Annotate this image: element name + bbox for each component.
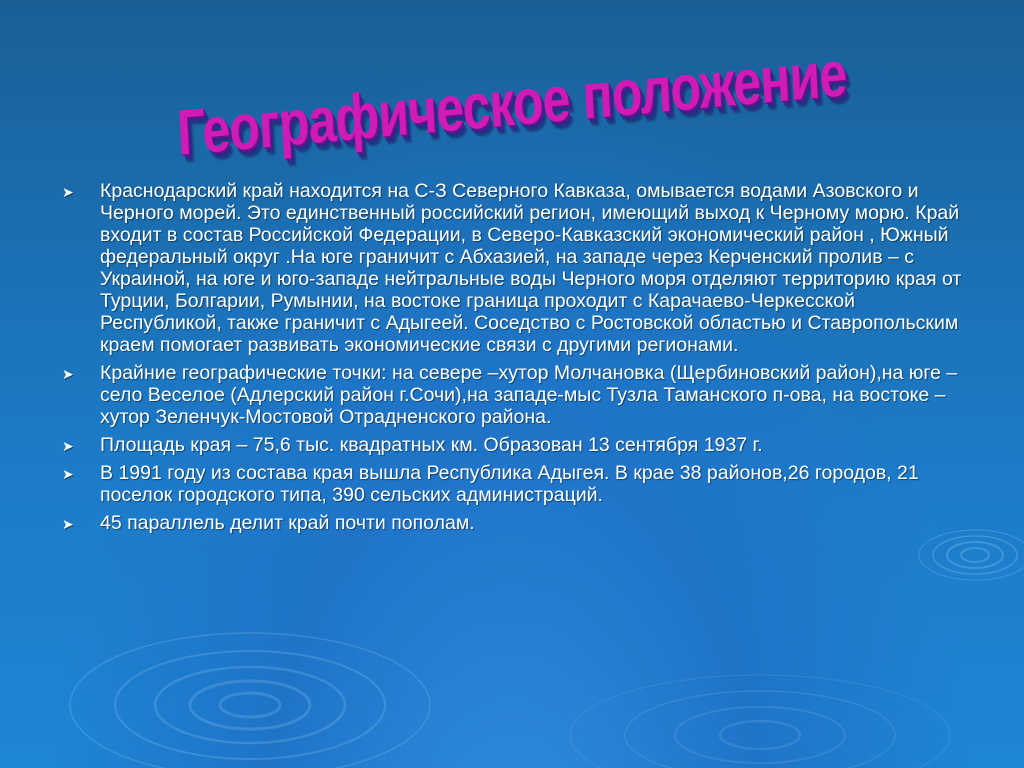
arrowhead-bullet-icon: ➤ [62, 184, 74, 200]
bullet-text: Площадь края – 75,6 тыс. квадратных км. Образован 13 сентября 1937 г. [100, 434, 763, 456]
bullet-text: В 1991 году из состава края вышла Республика Адыгея. В крае 38 районов,26 городов, 21 поселок городского типа, 390 сельских администраций. [100, 462, 919, 506]
bullet-text: Крайние географические точки: на севере –хутор Молчановка (Щербиновский район),на юге –село Веселое (Адлерский район г.Сочи),на западе-мыс Тузла Таманского п-ова, на востоке –хутор Зеленчук-Мостовой Отрадненского района. [100, 362, 958, 428]
arrowhead-bullet-icon: ➤ [62, 438, 74, 454]
bullet-text: Краснодарский край находится на С-З Северного Кавказа, омывается водами Азовского и Черного морей. Это единственный российский регион, имеющий выход к Черному морю. Край входит в состав Российской Федерации, в Северо-Кавказский экономический район , Южный федеральный округ .На юге граничит с Абхазией, на западе через Керченский пролив – с Украиной, на юге и юго-западе нейтральные воды Черного моря отделяют территорию края от Турции, Болгарии, Румынии, на востоке граница проходит с Карачаево-Черкесской Республикой, также граничит с Адыгеей. Соседство с Ростовской областью и Ставропольским краем помогает развивать экономические связи с другими регионами. [100, 180, 962, 356]
bullet-item-area [62, 434, 962, 456]
arrowhead-bullet-icon: ➤ [62, 516, 74, 532]
arrowhead-bullet-icon: ➤ [62, 466, 74, 482]
arrowhead-bullet-icon: ➤ [62, 366, 74, 382]
slide-title: Географическое положение [175, 37, 849, 169]
bullet-item-extreme-points [62, 362, 962, 428]
bullet-text: 45 параллель делит край почти пополам. [100, 512, 475, 534]
bullet-list [62, 180, 962, 540]
title-area [0, 28, 1024, 178]
bullet-item-location [62, 180, 962, 356]
bullet-item-administration [62, 462, 962, 506]
bullet-item-parallel [62, 512, 962, 534]
